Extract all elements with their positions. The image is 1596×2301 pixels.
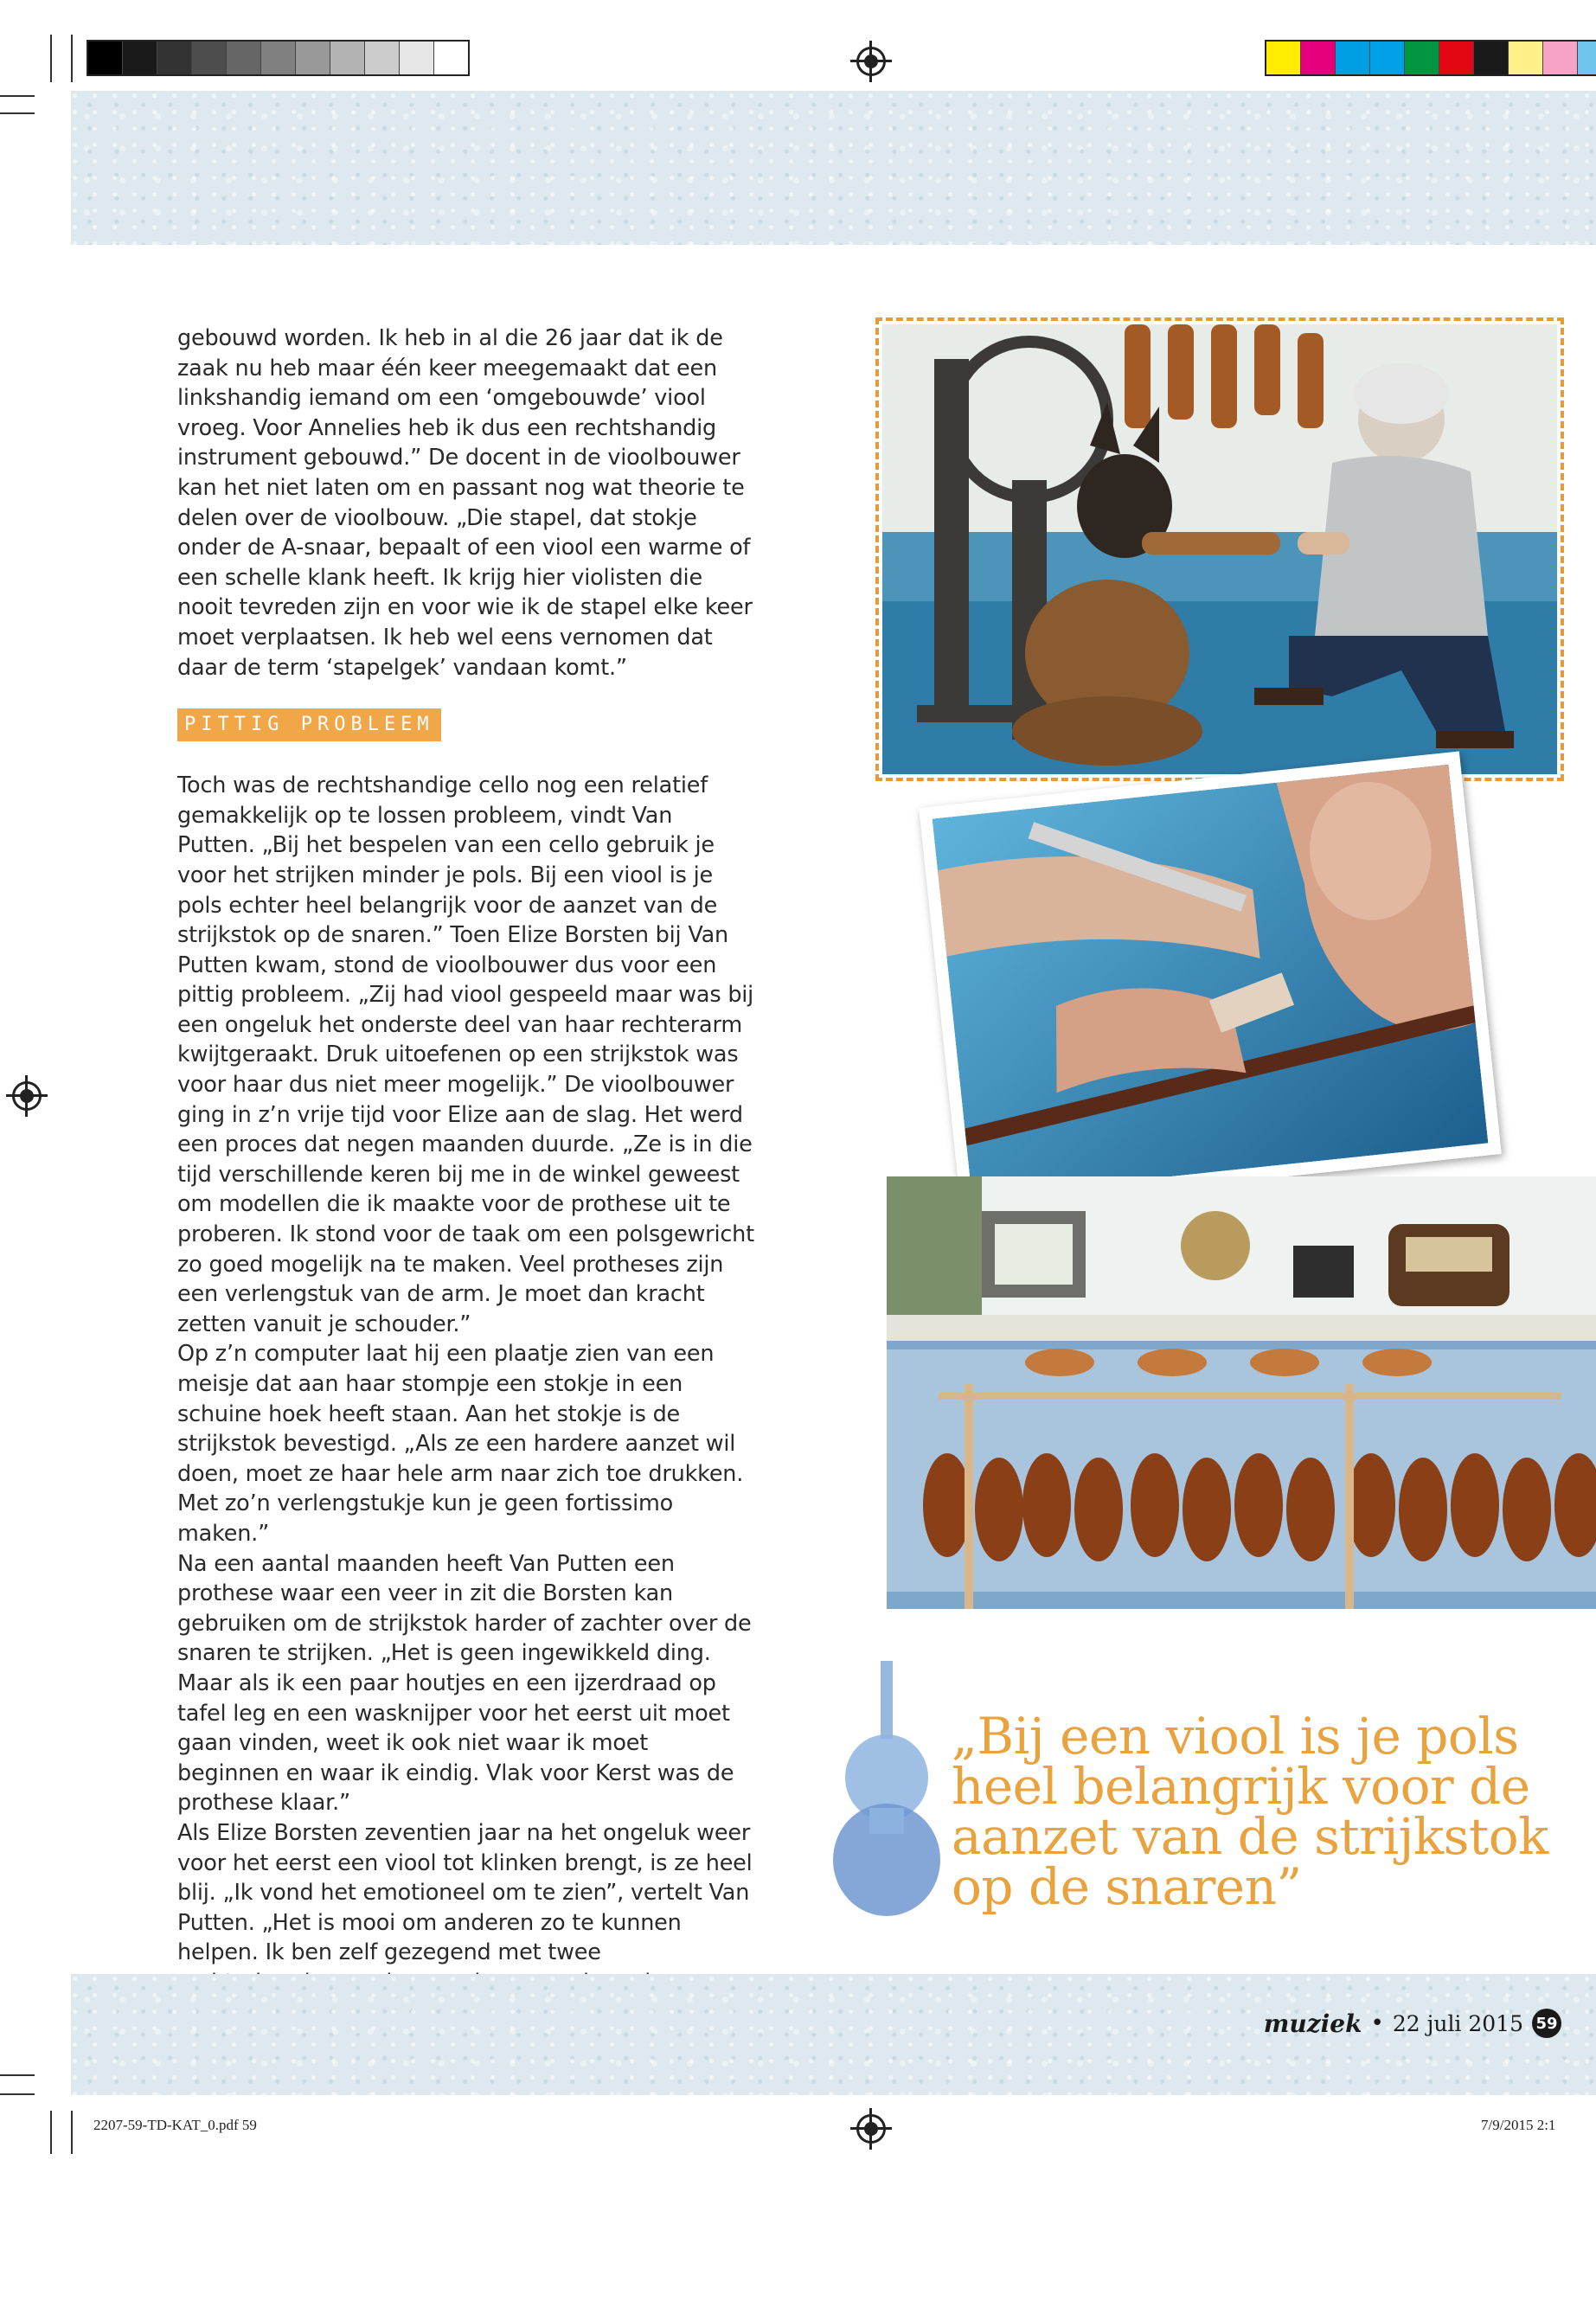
color-swatch xyxy=(1439,42,1474,74)
registration-mark-icon xyxy=(856,2114,886,2144)
article-paragraph: Na een aantal maanden heeft Van Putten een prothese waar een veer in zit die Borsten kan gebruiken om de strijkstok harder of zachter over de snaren te strijken. „Het is geen ingewikkeld ding. Maar als ik een paar houtjes en een ijzerdraad op tafel leg en een wasknijper voor het eerst uit moet gaan vinden, weet ik ook niet waar ik moet beginnen en waar ik eindig. Vlak voor Kerst was de prothese klaar.” xyxy=(177,1550,752,1817)
crop-mark xyxy=(0,2074,35,2076)
photo-violin-display-rack xyxy=(887,1176,1596,1609)
crop-mark xyxy=(50,2111,52,2154)
color-swatch xyxy=(1301,42,1336,74)
color-swatch xyxy=(261,42,296,74)
grayscale-color-bar xyxy=(87,40,470,76)
color-swatch xyxy=(1543,42,1578,74)
color-swatch xyxy=(157,42,192,74)
crop-mark xyxy=(71,35,73,82)
color-swatch xyxy=(123,42,157,74)
color-swatch xyxy=(227,42,261,74)
color-swatch xyxy=(88,42,123,74)
color-swatch xyxy=(1266,42,1301,74)
crop-mark xyxy=(0,95,35,97)
photo-illustration xyxy=(882,324,1557,774)
magazine-name: muziek xyxy=(1263,2009,1362,2038)
photo-violin-maker-with-dog xyxy=(882,324,1557,774)
registration-mark-icon xyxy=(856,47,886,76)
color-swatch xyxy=(400,42,434,74)
print-slug-timestamp: 7/9/2015 2:1 xyxy=(1481,2117,1556,2133)
color-swatch xyxy=(365,42,400,74)
article-paragraph: gebouwd worden. Ik heb in al die 26 jaar dat ik de zaak nu heb maar één keer meegemaakt dat een linkshandig iemand om een ‘omgebouwde’ viool vroeg. Voor Annelies heb ik dus een rechtshandig instrument gebouwd.” De docent in de vioolbouwer kan het niet laten om en passant nog wat theorie te delen over de vioolbouw. „Die stapel, dat stokje onder de A-snaar, bepaalt of een viool een warme of een schelle klank heeft. Ik krijg hier violisten die nooit tevreden zijn en voor wie ik de stapel elke keer moet verplaatsen. Ik heb wel eens vernomen dat daar de term ‘stapelgek’ vandaan komt.” xyxy=(177,325,753,681)
crop-mark xyxy=(0,112,35,114)
article-paragraph: Als Elize Borsten zeventien jaar na het ongeluk weer voor het eerst een viool tot klinken brengt, is ze heel blij. „Ik vond het emotioneel om te zien”, vertelt Van Putten. „Het is mooi om anderen zo te kunnen helpen. Ik ben zelf gezegend met twee xyxy=(177,1819,753,1966)
crop-mark xyxy=(0,2093,35,2095)
page-footer xyxy=(1264,2009,1561,2038)
crop-mark xyxy=(50,35,52,82)
color-swatch xyxy=(1336,42,1370,74)
subhead: PITTIG PROBLEEM xyxy=(177,708,441,741)
color-swatch xyxy=(330,42,365,74)
color-swatch xyxy=(192,42,227,74)
process-color-bar xyxy=(1265,40,1596,76)
color-swatch xyxy=(434,42,468,74)
page-number: 59 xyxy=(1532,2009,1561,2038)
article-paragraph: Toch was de rechtshandige cello nog een relatief gemakkelijk op te lossen probleem, vindt Van Putten. „Bij het bespelen van een cello gebruik je voor het strijken minder je pols. Bij een viool is je pols echter heel belangrijk voor de aanzet van de strijkstok op de snaren.” Toen Elize Borsten bij Van Putten kwam, stond de vioolbouwer dus voor een pittig probleem. „Zij had viool gespeeld maar was bij een ongeluk het onderste deel van haar rechterarm kwijtgeraakt. Druk uitoefenen op een strijkstok was voor haar dus niet meer mogelijk.” De vioolbouwer ging in z’n vrije tijd voor Elize aan de slag. Het werd een proces dat negen maanden duurde. „Ze is in die tijd verschillende keren bij me in de winkel geweest om modellen die ik maakte voor de prothese uit te proberen. Ik stond voor de taak om een polsgewricht zo goed mogelijk na te maken. Veel protheses zijn een verlengstuk van de arm. Je moet dan kracht zetten vanuit je schouder.” xyxy=(177,772,754,1337)
color-swatch xyxy=(1578,42,1596,74)
registration-mark-icon xyxy=(12,1081,42,1111)
pull-quote: „Bij een viool is je pols heel belangrijk voor de aanzet van de strijkstok op de snaren” xyxy=(952,1707,1548,1916)
footer-separator: • xyxy=(1370,2010,1384,2036)
print-slug-filename: 2207-59-TD-KAT_0.pdf 59 xyxy=(93,2117,257,2133)
article-body xyxy=(177,324,755,2058)
photo-illustration xyxy=(887,1176,1596,1609)
photo-carving-bow-frog xyxy=(919,751,1501,1210)
header-texture-band xyxy=(71,91,1596,245)
crop-mark xyxy=(71,2111,73,2154)
color-swatch xyxy=(1474,42,1509,74)
color-swatch xyxy=(1509,42,1543,74)
color-swatch xyxy=(1405,42,1439,74)
photo-illustration xyxy=(933,765,1489,1197)
violin-watercolor-icon xyxy=(822,1661,952,1920)
color-swatch xyxy=(1370,42,1405,74)
issue-date: 22 juli 2015 xyxy=(1392,2010,1523,2036)
article-paragraph: Op z’n computer laat hij een plaatje zien van een meisje dat aan haar stompje een stokje in een schuine hoek heeft staan. Aan het stokje is de strijkstok bevestigd. „Als ze een hardere aanzet wil doen, moet ze haar hele arm naar zich toe drukken. Met zo’n verlengstukje kun je geen fortissimo maken.” xyxy=(177,1341,744,1547)
color-swatch xyxy=(296,42,330,74)
